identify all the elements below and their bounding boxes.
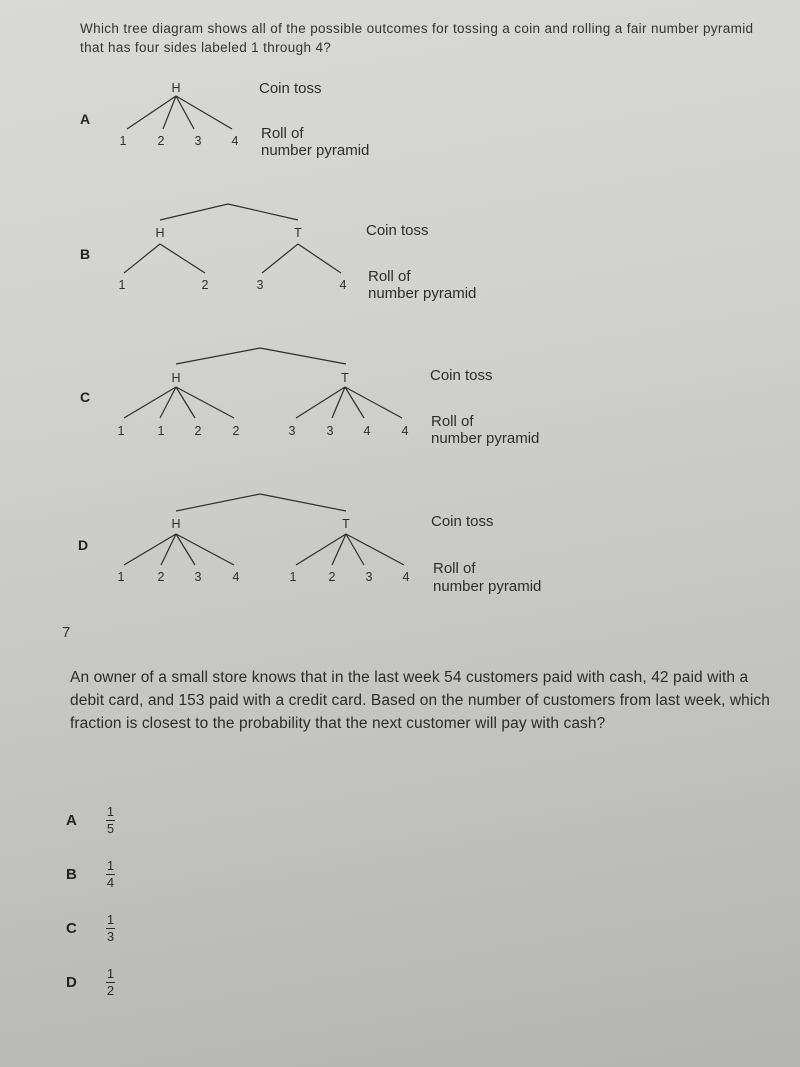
option-a-coin-label: Coin toss — [259, 80, 322, 97]
tree-c-leaf: 4 — [363, 424, 371, 438]
tree-b-leaf: 4 — [339, 278, 347, 292]
tree-d-leaf: 3 — [365, 570, 373, 584]
option-d-roll-label-2: number pyramid — [433, 578, 542, 595]
tree-a-leaf: 1 — [119, 134, 127, 148]
tree-b-leaf: 3 — [256, 278, 264, 292]
tree-b-leaf: 1 — [118, 278, 126, 292]
tree-b — [119, 204, 347, 292]
option-b-letter: B — [80, 246, 91, 262]
question-7-prompt: An owner of a small store knows that in the last week 54 customers paid with cash, 42 paid with a debit card, and 153 paid with a credit card. Based on the number of customers from last week, which fraction is closest to the probability that the next customer will pay with cash? — [70, 669, 771, 732]
tree-a-leaf: 2 — [157, 134, 165, 148]
answer-c-denominator: 3 — [106, 929, 115, 944]
answer-b-denominator: 4 — [106, 875, 115, 890]
option-d-letter: D — [78, 537, 89, 553]
option-c-roll-label-2: number pyramid — [431, 430, 540, 447]
option-d-roll-label-1: Roll of — [433, 560, 476, 577]
answer-c-letter: C — [66, 920, 77, 937]
answer-d — [66, 967, 115, 998]
tree-a-leaf: 4 — [231, 134, 239, 148]
answer-d-denominator: 2 — [106, 983, 115, 998]
answer-a — [66, 805, 115, 836]
tree-a-leaf: 3 — [194, 134, 202, 148]
tree-d-leaf: 1 — [117, 570, 125, 584]
tree-c-leaf: 3 — [288, 424, 296, 438]
tree-c-leaf: 3 — [326, 424, 334, 438]
tree-d-root-h: H — [171, 517, 181, 531]
tree-c-root-h: H — [171, 371, 181, 385]
option-c-coin-label: Coin toss — [430, 367, 493, 384]
answer-d-letter: D — [66, 974, 77, 991]
answer-b-letter: B — [66, 866, 77, 883]
tree-a — [120, 81, 239, 148]
tree-d-leaf: 3 — [194, 570, 202, 584]
question-7-number: 7 — [62, 624, 71, 641]
tree-d-leaf: 4 — [232, 570, 240, 584]
answer-a-denominator: 5 — [106, 821, 115, 836]
tree-c-leaf: 2 — [232, 424, 240, 438]
answer-c — [66, 913, 115, 944]
answer-b — [66, 859, 115, 890]
answer-a-letter: A — [66, 812, 77, 829]
answer-d-numerator: 1 — [106, 966, 115, 981]
tree-d-leaf: 2 — [157, 570, 165, 584]
tree-c-root-t: T — [341, 371, 349, 385]
answer-b-fraction — [106, 859, 115, 890]
tree-d-leaf: 4 — [402, 570, 410, 584]
tree-d-leaf: 1 — [289, 570, 297, 584]
tree-c — [118, 348, 409, 438]
option-c-letter: C — [80, 389, 91, 405]
answer-b-numerator: 1 — [106, 858, 115, 873]
option-d-coin-label: Coin toss — [431, 513, 494, 530]
tree-c-leaf: 2 — [194, 424, 202, 438]
option-c-roll-label-1: Roll of — [431, 413, 474, 430]
tree-d — [118, 494, 410, 584]
answer-c-fraction — [106, 913, 115, 944]
tree-a-root-h: H — [171, 81, 181, 95]
option-a-roll-label-2: number pyramid — [261, 142, 370, 159]
option-b-roll-label-2: number pyramid — [368, 285, 477, 302]
tree-b-root-h: H — [155, 226, 165, 240]
tree-c-leaf: 4 — [401, 424, 409, 438]
option-a-roll-label-1: Roll of — [261, 125, 304, 142]
tree-c-leaf: 1 — [117, 424, 125, 438]
answer-d-fraction — [106, 967, 115, 998]
tree-c-leaf: 1 — [157, 424, 165, 438]
answer-a-fraction — [106, 805, 115, 836]
tree-b-root-t: T — [294, 226, 302, 240]
tree-d-leaf: 2 — [328, 570, 336, 584]
question-6-prompt: Which tree diagram shows all of the possible outcomes for tossing a coin and rolling a fair number pyramid that has four sides labeled 1 through 4? — [80, 21, 754, 55]
option-b-roll-label-1: Roll of — [368, 268, 411, 285]
tree-d-root-t: T — [342, 517, 350, 531]
option-a-letter: A — [80, 111, 91, 127]
option-b-coin-label: Coin toss — [366, 222, 429, 239]
answer-c-numerator: 1 — [106, 912, 115, 927]
answer-a-numerator: 1 — [106, 804, 115, 819]
tree-b-leaf: 2 — [201, 278, 209, 292]
